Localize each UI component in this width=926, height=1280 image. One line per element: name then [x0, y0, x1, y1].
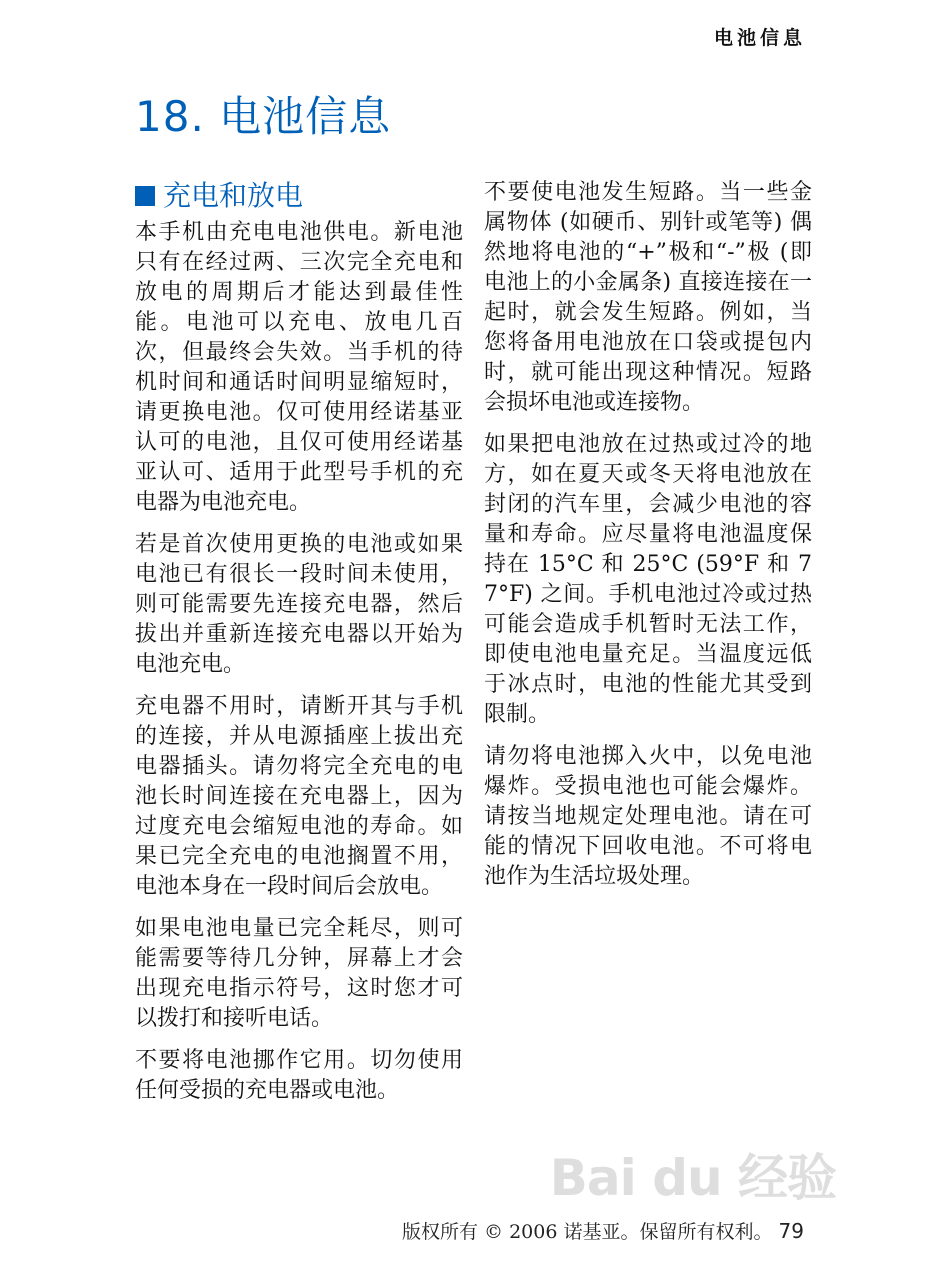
chapter-title: 18. 电池信息 — [135, 92, 392, 141]
running-header: 电池信息 — [713, 27, 806, 49]
page-footer — [402, 1217, 804, 1244]
watermark-text: Bai du 经验 — [549, 1149, 836, 1207]
left-column — [135, 178, 463, 1118]
paragraph: 请勿将电池掷入火中，以免电池爆炸。受损电池也可能会爆炸。请按当地规定处理电池。请在可能的情况下回收电池。不可将电池作为生活垃圾处理。 — [484, 744, 812, 889]
paragraph: 不要将电池挪作它用。切勿使用任何受损的充电器或电池。 — [135, 1048, 463, 1103]
square-bullet-icon — [135, 186, 155, 206]
paragraph: 如果电池电量已完全耗尽，则可能需要等待几分钟，屏幕上才会出现充电指示符号，这时您才可以拨打和接听电话。 — [135, 916, 463, 1031]
right-column — [484, 178, 812, 904]
copyright-notice: 版权所有 © 2006 诺基亚。保留所有权利。 — [402, 1221, 773, 1243]
paragraph: 若是首次使用更换的电池或如果电池已有很长一段时间未使用，则可能需要先连接充电器，然后拔出并重新连接充电器以开始为电池充电。 — [135, 532, 463, 677]
paragraph: 本手机由充电电池供电。新电池只有在经过两、三次完全充电和放电的周期后才能达到最佳性能。电池可以充电、放电几百次，但最终会失效。当手机的待机时间和通话时间明显缩短时，请更换电池。仅可使用经诺基亚认可的电池，且仅可使用经诺基亚认可、适用于此型号手机的充电器为电池充电。 — [135, 220, 463, 515]
paragraph: 不要使电池发生短路。当一些金属物体 (如硬币、别针或笔等) 偶然地将电池的“+”极和“-”极 (即电池上的小金属条) 直接连接在一起时，就会发生短路。例如，当您将备用电池放在口袋或提包内时，就可能出现这种情况。短路会损坏电池或连接物。 — [484, 180, 812, 415]
section-title — [135, 178, 463, 214]
paragraph: 如果把电池放在过热或过冷的地方，如在夏天或冬天将电池放在封闭的汽车里，会减少电池的容量和寿命。应尽量将电池温度保持在 15°C 和 25°C (59°F 和 77°F) 之间。手机电池过冷或过热可能会造成手机暂时无法工作，即使电池电量充足。当温度远低于冰点时，电池的性能尤其受到限制。 — [484, 432, 812, 727]
page-number: 79 — [778, 1219, 804, 1243]
section-title-text: 充电和放电 — [163, 179, 304, 212]
paragraph: 充电器不用时，请断开其与手机的连接，并从电源插座上拔出充电器插头。请勿将完全充电的电池长时间连接在充电器上，因为过度充电会缩短电池的寿命。如果已完全充电的电池搁置不用，电池本身在一段时间后会放电。 — [135, 694, 463, 899]
baidu-watermark — [550, 1138, 836, 1210]
